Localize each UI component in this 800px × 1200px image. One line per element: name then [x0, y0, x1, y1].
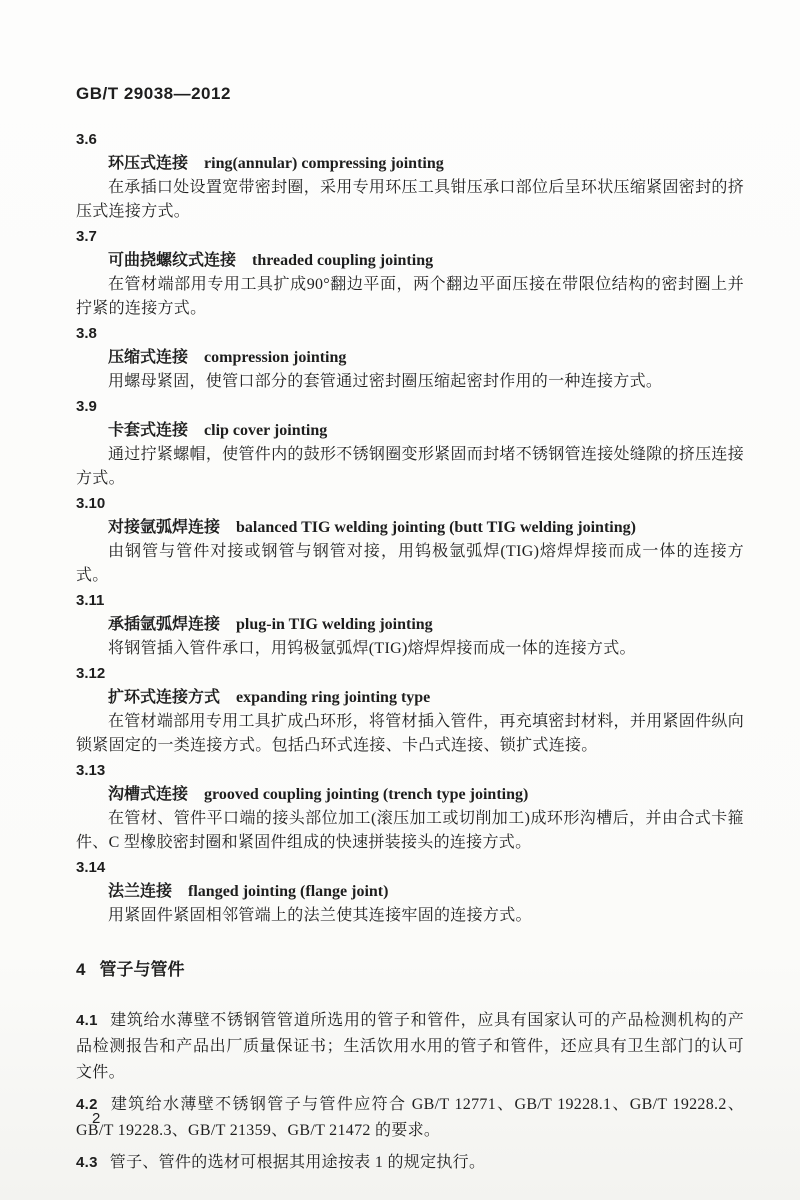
section-number: 3.12 — [76, 665, 106, 682]
term-line — [76, 516, 744, 540]
section-number: 3.7 — [76, 228, 97, 245]
term-chinese: 压缩式连接 — [108, 349, 189, 366]
term-line — [76, 419, 744, 443]
term-english: threaded coupling jointing — [252, 252, 434, 269]
definition-section — [76, 492, 744, 588]
term-chinese: 可曲挠螺纹式连接 — [108, 252, 237, 269]
definition-text: 用紧固件紧固相邻管端上的法兰使其连接牢固的连接方式。 — [108, 907, 532, 924]
term-chinese: 沟槽式连接 — [108, 786, 189, 803]
term-line — [76, 686, 744, 710]
definition-text: 在承插口处设置宽带密封圈，采用专用环压工具钳压承口部位后呈环状压缩紧固密封的挤压式连接方式。 — [76, 179, 744, 220]
definition-text: 由钢管与管件对接或钢管与钢管对接，用钨极氩弧焊(TIG)熔焊焊接而成一体的连接方式。 — [76, 543, 744, 584]
term-line — [76, 880, 744, 904]
term-line — [76, 346, 744, 370]
term-chinese: 卡套式连接 — [108, 422, 189, 439]
chapter-clauses — [76, 1008, 744, 1176]
term-english: expanding ring jointing type — [236, 689, 431, 706]
clause-text: 建筑给水薄壁不锈钢管管道所选用的管子和管件，应具有国家认可的产品检测机构的产品检测报告和产品出厂质量保证书；生活饮用水用的管子和管件，还应具有卫生部门的认可文件。 — [76, 1012, 744, 1081]
term-chinese: 承插氩弧焊连接 — [108, 616, 221, 633]
term-chinese: 对接氩弧焊连接 — [108, 519, 221, 536]
term-english: balanced TIG welding jointing (butt TIG welding jointing) — [236, 519, 636, 536]
clause-text: 管子、管件的选材可根据其用途按表 1 的规定执行。 — [109, 1154, 486, 1171]
definition-text: 在管材端部用专用工具扩成90°翻边平面，两个翻边平面压接在带限位结构的密封圈上并拧紧的连接方式。 — [76, 276, 744, 317]
definition-section — [76, 128, 744, 224]
terms-and-definitions-list — [76, 128, 744, 928]
term-english: flanged jointing (flange joint) — [188, 883, 389, 900]
term-english: compression jointing — [204, 349, 347, 366]
definition-section — [76, 856, 744, 928]
definition-section — [76, 225, 744, 321]
definition-text: 将钢管插入管件承口，用钨极氩弧焊(TIG)熔焊焊接而成一体的连接方式。 — [108, 640, 636, 657]
chapter-heading — [76, 958, 744, 982]
term-chinese: 扩环式连接方式 — [108, 689, 221, 706]
clause — [76, 1008, 744, 1086]
section-number: 3.6 — [76, 131, 97, 148]
definition-text: 用螺母紧固，使管口部分的套管通过密封圈压缩起密封作用的一种连接方式。 — [108, 373, 663, 390]
definition-section — [76, 322, 744, 394]
chapter-number: 4 — [76, 960, 86, 979]
clause-number: 4.1 — [76, 1012, 98, 1029]
definition-section — [76, 395, 744, 491]
term-english: plug-in TIG welding jointing — [236, 616, 433, 633]
definition-section — [76, 589, 744, 661]
definition-text: 在管材端部用专用工具扩成凸环形，将管材插入管件，再充填密封材料，并用紧固件纵向锁紧固定的一类连接方式。包括凸环式连接、卡凸式连接、锁扩式连接。 — [76, 713, 744, 754]
section-number: 3.8 — [76, 325, 97, 342]
term-chinese: 法兰连接 — [108, 883, 173, 900]
definition-section — [76, 662, 744, 758]
chapter-title: 管子与管件 — [99, 960, 185, 979]
section-number: 3.11 — [76, 592, 105, 609]
clause-number: 4.3 — [76, 1154, 98, 1171]
term-line — [76, 783, 744, 807]
definition-text: 通过拧紧螺帽，使管件内的鼓形不锈钢圈变形紧固而封堵不锈钢管连接处缝隙的挤压连接方式。 — [76, 446, 744, 487]
term-line — [76, 249, 744, 273]
section-number: 3.9 — [76, 398, 97, 415]
term-english: ring(annular) compressing jointing — [204, 155, 444, 172]
standard-number-header: GB/T 29038—2012 — [76, 84, 231, 103]
term-english: grooved coupling jointing (trench type jointing) — [204, 786, 529, 803]
clause — [76, 1150, 744, 1176]
term-line — [76, 613, 744, 637]
definition-text: 在管材、管件平口端的接头部位加工(滚压加工或切削加工)成环形沟槽后，并由合式卡箍件、C 型橡胶密封圈和紧固件组成的快速拼装接头的连接方式。 — [76, 810, 744, 851]
definition-section — [76, 759, 744, 855]
section-number: 3.13 — [76, 762, 106, 779]
page-number: 2 — [92, 1110, 101, 1127]
term-chinese: 环压式连接 — [108, 155, 189, 172]
section-number: 3.14 — [76, 859, 106, 876]
clause-number: 4.2 — [76, 1096, 98, 1113]
section-number: 3.10 — [76, 495, 106, 512]
clause — [76, 1092, 744, 1144]
term-english: clip cover jointing — [204, 422, 328, 439]
clause-text: 建筑给水薄壁不锈钢管子与管件应符合 GB/T 12771、GB/T 19228.1、GB/T 19228.2、GB/T 19228.3、GB/T 21359、GB/T 21472 的要求。 — [76, 1096, 744, 1139]
term-line — [76, 152, 744, 176]
